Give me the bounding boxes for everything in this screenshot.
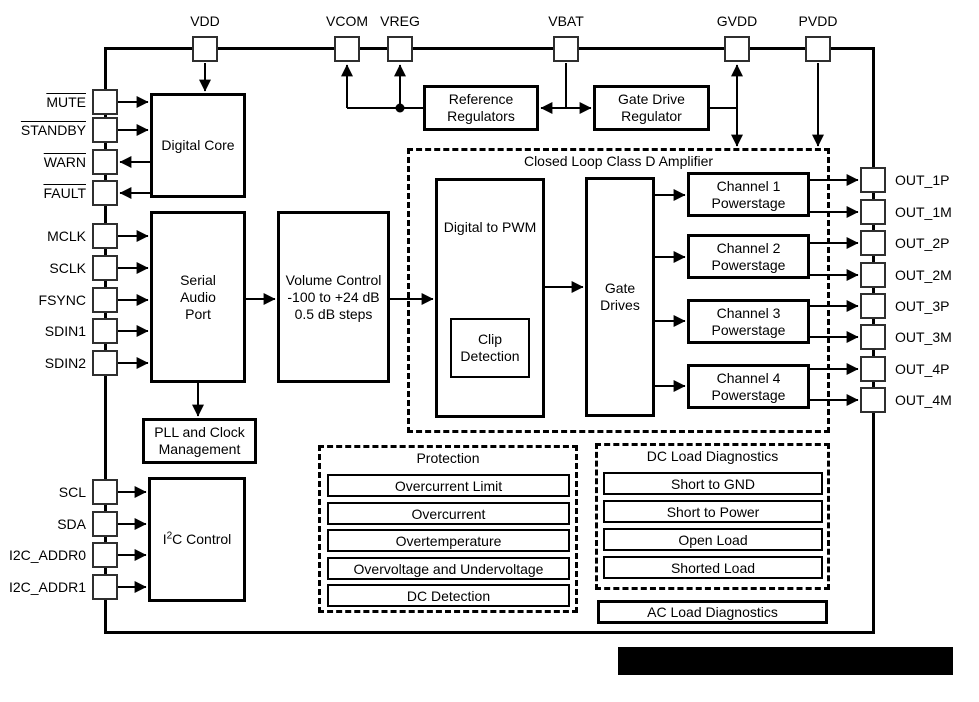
serial-audio-port-block: Serial Audio Port — [150, 211, 246, 383]
protection-overvoltage-undervoltage: Overvoltage and Undervoltage — [327, 557, 570, 580]
pin-vcom — [334, 36, 360, 62]
pin-label-out-1m: OUT_1M — [895, 204, 952, 220]
pin-out-1p — [860, 167, 886, 193]
pin-label-gvdd: GVDD — [716, 13, 758, 29]
pin-label-out-3p: OUT_3P — [895, 298, 950, 314]
pin-mute — [92, 89, 118, 115]
pin-label-mute: MUTE — [46, 94, 86, 110]
volume-control-block: Volume Control -100 to +24 dB 0.5 dB steps — [277, 211, 390, 383]
diag-open-load: Open Load — [603, 528, 823, 551]
pin-label-sda: SDA — [57, 516, 86, 532]
pin-vdd — [192, 36, 218, 62]
protection-group-title: Protection — [416, 450, 480, 466]
diag-shorted-load: Shorted Load — [603, 556, 823, 579]
digital-core-block: Digital Core — [150, 93, 246, 198]
clip-detection-block: Clip Detection — [450, 318, 530, 378]
reference-regulators-block: Reference Regulators — [423, 85, 539, 131]
dc-load-diagnostics-title: DC Load Diagnostics — [646, 448, 779, 464]
pin-label-i2c-addr1: I2C_ADDR1 — [8, 579, 86, 595]
pin-label-vreg: VREG — [380, 13, 420, 29]
pin-label-scl: SCL — [58, 484, 86, 500]
pll-clock-block: PLL and Clock Management — [142, 418, 257, 464]
pin-label-warn: WARN — [43, 154, 86, 170]
pin-standby — [92, 117, 118, 143]
pin-fault — [92, 180, 118, 206]
pin-out-1m — [860, 199, 886, 225]
i2c-label: $I^2C$ Control — [162, 530, 232, 547]
pin-label-i2c-addr0: I2C_ADDR0 — [8, 547, 86, 563]
pin-vreg — [387, 36, 413, 62]
protection-overcurrent-limit: Overcurrent Limit — [327, 474, 570, 497]
pin-label-out-1p: OUT_1P — [895, 172, 950, 188]
pin-sclk — [92, 255, 118, 281]
pin-label-out-3m: OUT_3M — [895, 329, 952, 345]
pin-out-3p — [860, 293, 886, 319]
pin-label-vdd: VDD — [190, 13, 220, 29]
pin-fsync — [92, 287, 118, 313]
pin-sdin2 — [92, 350, 118, 376]
pin-label-out-2p: OUT_2P — [895, 235, 950, 251]
pin-label-out-4m: OUT_4M — [895, 392, 952, 408]
pin-out-2m — [860, 262, 886, 288]
pin-out-3m — [860, 324, 886, 350]
protection-overcurrent: Overcurrent — [327, 502, 570, 525]
pin-label-vcom: VCOM — [326, 13, 368, 29]
pin-label-out-4p: OUT_4P — [895, 361, 950, 377]
pin-label-fsync: FSYNC — [38, 292, 86, 308]
redacted-label-bar — [618, 647, 953, 675]
pin-out-4p — [860, 356, 886, 382]
pin-i2c-addr0 — [92, 542, 118, 568]
pin-warn — [92, 149, 118, 175]
pin-vbat — [553, 36, 579, 62]
protection-dc-detection: DC Detection — [327, 584, 570, 607]
pin-label-vbat: VBAT — [548, 13, 584, 29]
ac-load-diagnostics-block: AC Load Diagnostics — [597, 600, 828, 624]
pin-label-sdin1: SDIN1 — [44, 323, 86, 339]
pin-label-pvdd: PVDD — [798, 13, 838, 29]
diag-short-to-power: Short to Power — [603, 500, 823, 523]
closed-loop-amplifier-title: Closed Loop Class D Amplifier — [523, 153, 714, 169]
channel4-powerstage-block: Channel 4 Powerstage — [687, 364, 810, 409]
pin-label-fault: FAULT — [43, 185, 86, 201]
channel1-powerstage-block: Channel 1 Powerstage — [687, 172, 810, 217]
gate-drives-block: Gate Drives — [585, 177, 655, 417]
pin-gvdd — [724, 36, 750, 62]
digital-to-pwm-block: Digital to PWM — [435, 178, 545, 418]
channel2-powerstage-block: Channel 2 Powerstage — [687, 234, 810, 279]
pin-out-2p — [860, 230, 886, 256]
diag-short-to-gnd: Short to GND — [603, 472, 823, 495]
pin-label-standby: STANDBY — [20, 122, 86, 138]
gate-drive-regulator-block: Gate Drive Regulator — [593, 85, 710, 131]
pin-label-out-2m: OUT_2M — [895, 267, 952, 283]
pin-scl — [92, 479, 118, 505]
pin-out-4m — [860, 387, 886, 413]
protection-overtemperature: Overtemperature — [327, 529, 570, 552]
pin-label-mclk: MCLK — [47, 228, 86, 244]
wire-junction-dot — [396, 104, 405, 113]
pin-sdin1 — [92, 318, 118, 344]
channel3-powerstage-block: Channel 3 Powerstage — [687, 299, 810, 344]
pin-pvdd — [805, 36, 831, 62]
pin-i2c-addr1 — [92, 574, 118, 600]
pin-label-sclk: SCLK — [49, 260, 86, 276]
pin-mclk — [92, 223, 118, 249]
pin-sda — [92, 511, 118, 537]
pin-label-sdin2: SDIN2 — [44, 355, 86, 371]
